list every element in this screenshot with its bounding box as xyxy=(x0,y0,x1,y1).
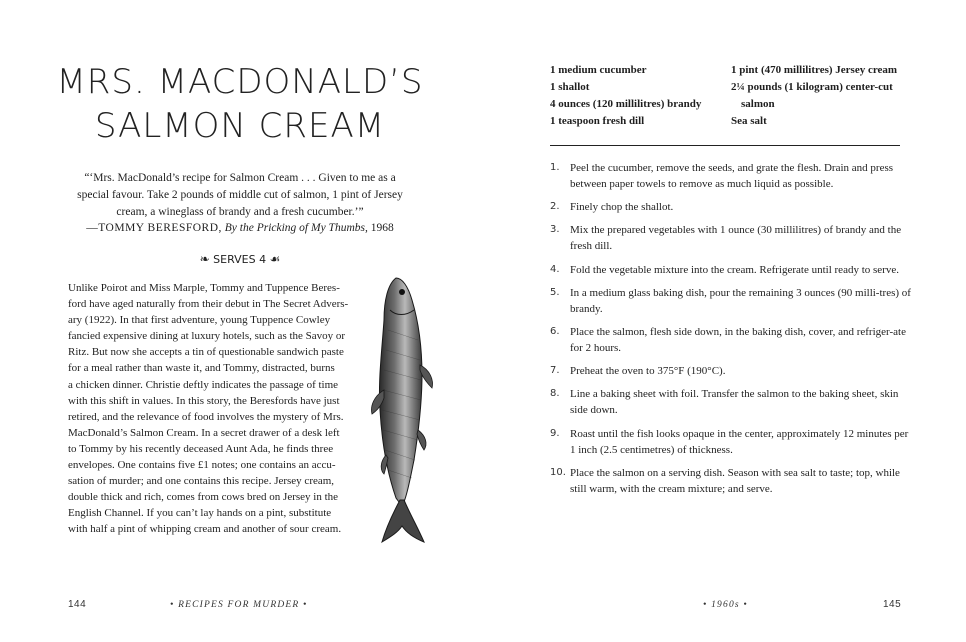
step-item xyxy=(550,285,915,317)
step-text: Preheat the oven to 375°F (190°C). xyxy=(570,365,726,378)
intro-line: double thick and rich, comes from cows bred on Jersey in the xyxy=(68,491,339,504)
ingredient-item: 1 teaspoon fresh dill xyxy=(550,115,645,127)
step-text: Mix the prepared vegetables with 1 ounce (30 millilitres) of brandy and the fresh dill. xyxy=(570,224,902,253)
ingredient-item: 2¼ pounds (1 kilogram) center-cut xyxy=(731,81,893,93)
running-head-left: • RECIPES FOR MURDER • xyxy=(170,600,308,610)
ingredient-item: 1 shallot xyxy=(550,81,590,93)
ornament-right-icon: ☙ xyxy=(269,252,281,266)
ingredient-item: 4 ounces (120 millilitres) brandy xyxy=(550,98,702,110)
ingredient-item: 1 medium cucumber xyxy=(550,64,647,76)
epigraph-attribution xyxy=(40,220,440,236)
epigraph-line: “‘Mrs. MacDonald’s recipe for Salmon Cream . . . Given to me as a xyxy=(84,172,396,184)
intro-line: ford have aged naturally from their debut in The Secret Advers- xyxy=(68,298,349,311)
ingredients-divider xyxy=(550,145,900,146)
intro-line: envelopes. One contains five £1 notes; one contains an accu- xyxy=(68,459,336,472)
step-number: 3. xyxy=(550,224,560,236)
step-text: In a medium glass baking dish, pour the remaining 3 ounces (90 milli-tres) of brandy. xyxy=(570,286,911,315)
right-page xyxy=(483,0,966,642)
step-number: 8. xyxy=(550,388,560,400)
attribution-work: By the Pricking of My Thumbs, xyxy=(224,222,368,234)
intro-line: with this shift in values. In this story, the Beresfords have just xyxy=(68,394,340,407)
step-number: 1. xyxy=(550,162,560,173)
epigraph-line: cream, a wineglass of brandy and a fresh cucumber.’” xyxy=(116,206,364,218)
attribution-year: 1968 xyxy=(370,222,394,234)
step-number: 7. xyxy=(550,365,560,377)
step-text: Line a baking sheet with foil. Transfer the salmon to the baking sheet, skin side down. xyxy=(570,388,899,417)
step-item xyxy=(550,386,915,418)
title-line-2: SALMON CREAM xyxy=(94,106,386,146)
page-number-left: 144 xyxy=(68,599,87,610)
step-item xyxy=(550,426,915,458)
step-number: 4. xyxy=(550,263,560,275)
ornament-left-icon: ❧ xyxy=(199,252,210,266)
intro-line: English Channel. If you can’t lay hands on a pint, substitute xyxy=(68,507,332,520)
ingredient-item: 1 pint (470 millilitres) Jersey cream xyxy=(731,64,898,76)
step-item xyxy=(550,324,915,356)
intro-line: Unlike Poirot and Miss Marple, Tommy and Tuppence Beres- xyxy=(68,282,340,294)
step-text: Place the salmon on a serving dish. Season with sea salt to taste; top, while still warm, with the cream mixture; and serve. xyxy=(570,466,900,495)
attribution-author: —TOMMY BERESFORD, xyxy=(86,222,222,234)
epigraph-line: special favour. Take 2 pounds of middle cut of salmon, 1 pint of Jersey xyxy=(77,189,403,201)
serves-label: SERVES 4 xyxy=(213,253,267,266)
title-line-1: MRS. MACDONALD’S xyxy=(56,62,424,102)
intro-line: fancied expensive dining at luxury hotels, such as the Savoy or xyxy=(68,330,346,343)
intro-paragraph xyxy=(68,280,348,538)
step-item xyxy=(550,160,915,192)
intro-line: sation of murder; and one contains this recipe. Jersey cream, xyxy=(68,475,335,488)
step-number: 6. xyxy=(550,325,560,337)
ingredients-column-1 xyxy=(550,62,725,130)
serves-heading xyxy=(140,251,340,268)
intro-line: Ritz. But now she accepts a tin of questionable sandwich paste xyxy=(68,346,344,359)
step-text: Roast until the fish looks opaque in the center, approximately 12 minutes per 1 inch (2.5 centimetres) of thickness. xyxy=(570,427,909,456)
ingredient-item-continued: salmon xyxy=(741,98,775,110)
intro-line: retired, and the relevance of food involves the mystery of Mrs. xyxy=(68,410,344,423)
method-steps xyxy=(550,160,915,504)
ingredient-item: Sea salt xyxy=(731,115,767,127)
ingredients-column-2 xyxy=(731,62,931,130)
step-item xyxy=(550,465,915,497)
step-item xyxy=(550,222,915,254)
intro-line: MacDonald’s Salmon Cream. In a secret drawer of a desk left xyxy=(68,426,340,439)
step-text: Finely chop the shallot. xyxy=(570,201,674,214)
step-number: 9. xyxy=(550,427,560,439)
intro-line: to Tommy by his recently deceased Aunt Ada, he finds three xyxy=(68,442,334,455)
intro-line: for a meal rather than waste it, and Tommy, distracted, burns xyxy=(68,362,335,375)
salmon-illustration-icon xyxy=(362,270,462,550)
step-text: Place the salmon, flesh side down, in the baking dish, cover, and refriger-ate for 2 hours. xyxy=(570,325,906,354)
step-text: Peel the cucumber, remove the seeds, and grate the flesh. Drain and press between paper towels to remove as much liquid as possible. xyxy=(570,162,894,190)
intro-line: ary (1922). In that first adventure, young Tuppence Cowley xyxy=(68,314,331,327)
page-number-right: 145 xyxy=(883,599,902,610)
running-head-right: • 1960s • xyxy=(703,600,748,610)
step-item xyxy=(550,199,915,215)
step-item xyxy=(550,363,915,379)
epigraph-quote xyxy=(70,170,410,221)
recipe-title xyxy=(40,60,440,148)
intro-line: with half a pint of whipping cream and another of sour cream. xyxy=(68,523,342,536)
step-number: 5. xyxy=(550,286,560,298)
step-item xyxy=(550,262,915,278)
step-number: 2. xyxy=(550,201,560,213)
intro-line: a chicken dinner. Christie deftly indicates the passage of time xyxy=(68,378,339,391)
step-number: 10. xyxy=(550,466,566,478)
step-text: Fold the vegetable mixture into the cream. Refrigerate until ready to serve. xyxy=(570,263,899,276)
